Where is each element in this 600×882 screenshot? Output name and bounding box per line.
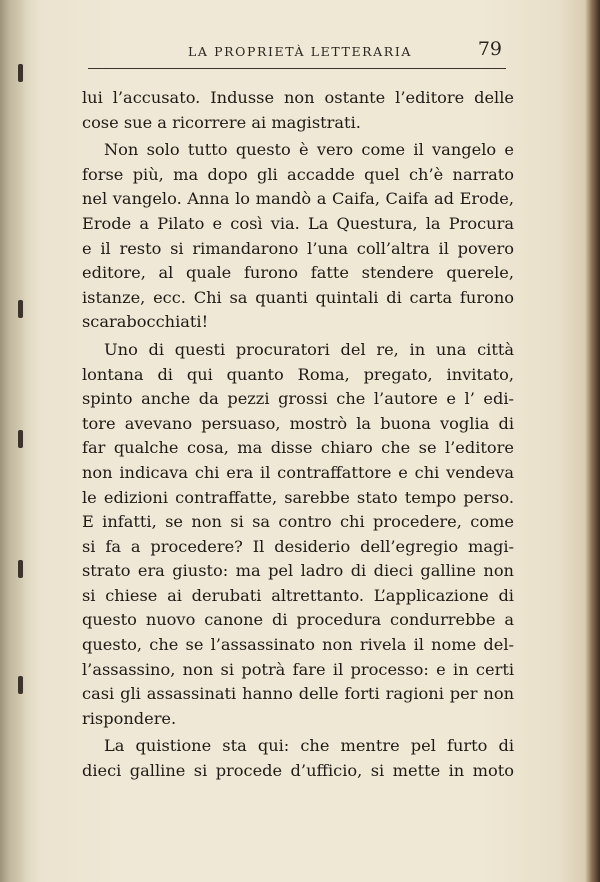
text-line: nel vangelo. Anna lo mandò a Caifa, Caifa ad Erode, [82,189,514,209]
text-line: l’assassino, non si potrà fare il processo: e in certi [82,659,514,679]
running-head [88,36,506,69]
text-line: Uno di questi procuratori del re, in una città [104,339,514,359]
text-line: questo nuovo canone di procedura condurrebbe a [82,610,514,630]
text-line: lontana di qui quanto Roma, pregato, invitato, [82,364,514,384]
text-line: far qualche cosa, ma disse chiaro che se l’editore [82,438,514,458]
text-line: non indicava chi era il contraffattore e chi vendeva [82,462,514,482]
text-line: spinto anche da pezzi grossi che l’autore e l’ edi- [82,389,514,409]
text-line: casi gli assassinati hanno delle forti ragioni per non [82,684,514,704]
text-line: e il resto si rimandarono l’una coll’altra il povero [82,238,514,258]
text-line: editore, al quale furono fatte stendere querele, [82,263,514,283]
text-line: forse più, ma dopo gli accadde quel ch’è narrato [82,164,514,184]
paragraph [82,86,514,135]
binding-stitch [18,676,23,694]
text-line: istanze, ecc. Chi sa quanti quintali di carta furono [82,287,514,307]
text-line: questo, che se l’assassinato non rivela il nome del- [82,635,514,655]
text-line: lui l’accusato. Indusse non ostante l’editore delle [82,88,514,107]
text-line: rispondere. [82,708,177,728]
binding-stitch [18,300,23,318]
text-line: cose sue a ricorrere ai magistrati. [82,112,361,132]
text-line: si fa a procedere? Il desiderio dell’egregio magi- [82,536,514,556]
text-line: si chiese ai derubati altrettanto. L’applicazione di [82,585,514,605]
text-line: E infatti, se non si sa contro chi procedere, come [82,512,514,532]
running-title: LA PROPRIETÀ LETTERARIA [188,44,412,59]
binding-stitch [18,64,23,82]
text-line: scarabocchiati! [82,312,209,332]
paragraph [82,734,514,783]
text-line: dieci galline si procede d’ufficio, si mette in moto [82,761,514,781]
text-line: le edizioni contraffatte, sarebbe stato tempo perso. [82,487,514,507]
page-number: 79 [477,38,502,60]
text-line: strato era giusto: ma pel ladro di dieci galline non [82,561,514,581]
paragraph [82,338,514,732]
binding-stitch [18,430,23,448]
binding-stitch [18,560,23,578]
paragraph [82,138,514,335]
text-line: tore avevano persuaso, mostrò la buona voglia di [82,413,514,433]
body-text [82,86,514,784]
text-line: Erode a Pilato e così via. La Questura, la Procura [82,213,514,233]
text-line: La quistione sta qui: che mentre pel furto di [104,736,514,756]
text-line: Non solo tutto questo è vero come il vangelo e [104,140,514,160]
